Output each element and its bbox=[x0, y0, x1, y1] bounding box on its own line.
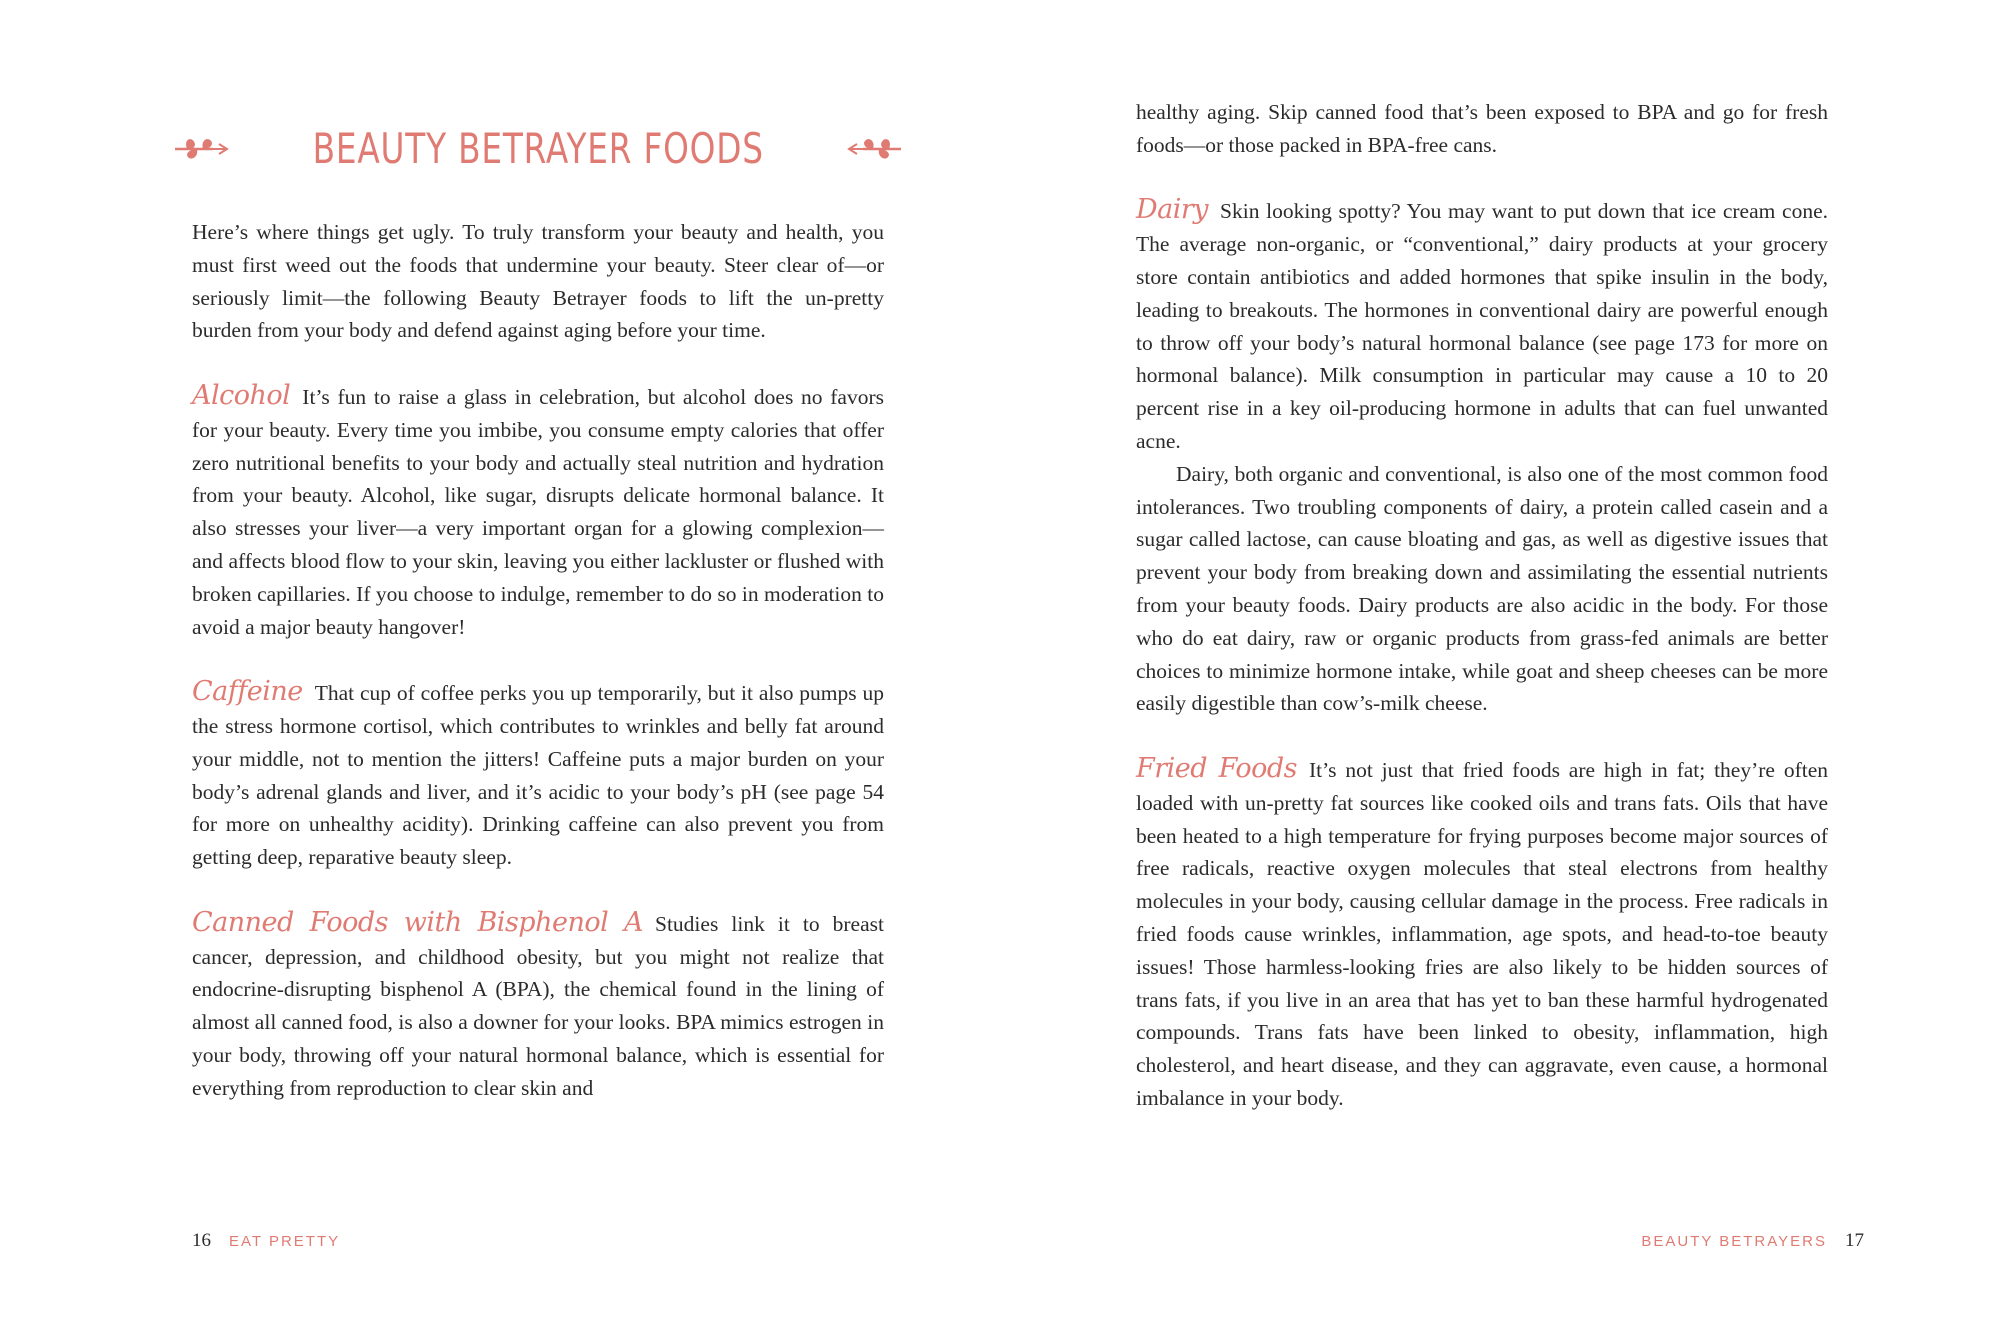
running-title: BEAUTY BETRAYERS bbox=[1641, 1233, 1827, 1250]
dairy-paragraph bbox=[1136, 194, 1828, 457]
alcohol-heading: Alcohol bbox=[192, 379, 291, 411]
page-number: 16 bbox=[192, 1230, 211, 1251]
fried-body: It’s not just that fried foods are high in fat; they’re often loaded with un-pretty fat sources like cooked oils and trans fats. Oils that have been heated to a high temperature for frying purposes become major sources of free radicals, reactive oxygen molecules that steal electrons from healthy molecules in your body, causing cellular damage in the process. Free radicals in fried foods cause wrinkles, inflammation, age spots, and head-to-toe beauty issues! Those harmless-looking fries are also likely to be hidden sources of trans fats, if you live in an area that has yet to ban these harmful hydrogenated compounds. Trans fats have been linked to obesity, inflammation, high cholesterol, and heart disease, and they can aggravate, even cause, a hormonal imbalance in your body. bbox=[1136, 757, 1828, 1110]
caffeine-heading: Caffeine bbox=[192, 676, 303, 708]
dairy-heading: Dairy bbox=[1136, 194, 1209, 226]
alcohol-paragraph bbox=[192, 380, 884, 643]
fried-heading: Fried Foods bbox=[1136, 752, 1298, 784]
left-footer bbox=[192, 1230, 340, 1252]
running-title: EAT PRETTY bbox=[229, 1233, 341, 1250]
dairy-body: Skin looking spotty? You may want to put down that ice cream cone. The average non-organic, or “conventional,” dairy products at your grocery store contain antibiotics and added hormones that spike insulin in the body, leading to breakouts. The hormones in conventional dairy are powerful enough to throw off your body’s natural hormonal balance (see page 173 for more on hormonal balance). Milk consumption in particular may cause a 10 to 20 percent rise in a key oil-producing hormone in adults that can fuel unwanted acne. bbox=[1136, 199, 1828, 453]
canned-body: Studies link it to breast cancer, depression, and childhood obesity, but you might not realize that endocrine-disrupting bisphenol A (BPA), the chemical found in the lining of almost all canned food, is also a downer for your looks. BPA mimics estrogen in your body, throwing off your natural hormonal balance, which is essential for everything from reproduction to clear skin and bbox=[192, 911, 884, 1100]
canned-heading: Canned Foods with Bisphenol A bbox=[192, 906, 643, 938]
canned-paragraph bbox=[192, 907, 884, 1105]
caffeine-body: That cup of coffee perks you up temporarily, but it also pumps up the stress hormone cortisol, which contributes to wrinkles and belly fat around your middle, not to mention the jitters! Caffeine puts a major burden on your body’s adrenal glands and liver, and it’s acidic to your body’s pH (see page 54 for more on unhealthy acidity). Drinking caffeine can also prevent you from getting deep, reparative beauty sleep. bbox=[192, 681, 884, 870]
section-title bbox=[192, 124, 884, 173]
caffeine-paragraph bbox=[192, 676, 884, 874]
alcohol-body: It’s fun to raise a glass in celebration, but alcohol does no favors for your beauty. Every time you imbibe, you consume empty calories that offer zero nutritional benefits to your body and actually steal nutrition and hydration from your beauty. Alcohol, like sugar, disrupts delicate hormonal balance. It also stresses your liver—a very important organ for a glowing complexion—and affects blood flow to your skin, leaving you either lackluster or flushed with broken capillaries. If you choose to indulge, remember to do so in moderation to avoid a major beauty hangover! bbox=[192, 384, 884, 639]
right-footer bbox=[1641, 1230, 1864, 1252]
left-column bbox=[192, 216, 884, 1105]
right-column bbox=[1136, 96, 1828, 1115]
leaf-sprig-icon bbox=[173, 132, 231, 166]
canned-continued-paragraph: healthy aging. Skip canned food that’s been exposed to BPA and go for fresh foods—or those packed in BPA-free cans. bbox=[1136, 100, 1828, 157]
leaf-sprig-icon bbox=[845, 132, 903, 166]
intro-paragraph: Here’s where things get ugly. To truly transform your beauty and health, you must first weed out the foods that undermine your beauty. Steer clear of—or seriously limit—the following Beauty Betrayer foods to lift the un-pretty burden from your body and defend against aging before your time. bbox=[192, 220, 884, 343]
right-page bbox=[1000, 0, 2000, 1330]
dairy-paragraph-2: Dairy, both organic and conventional, is also one of the most common food intolerances. Two troubling components of dairy, a protein called casein and a sugar called lactose, can cause bloating and gas, as well as digestive issues that prevent your body from breaking down and assimilating the essential nutrients from your beauty foods. Dairy products are also acidic in the body. For those who do eat dairy, raw or organic products from grass-fed animals are better choices to minimize hormone intake, while goat and sheep cheeses can be more easily digestible than cow’s-milk cheese. bbox=[1136, 461, 1828, 716]
page-title: BEAUTY BETRAYER FOODS bbox=[312, 124, 764, 173]
fried-paragraph bbox=[1136, 753, 1828, 1115]
page-number: 17 bbox=[1845, 1230, 1864, 1251]
